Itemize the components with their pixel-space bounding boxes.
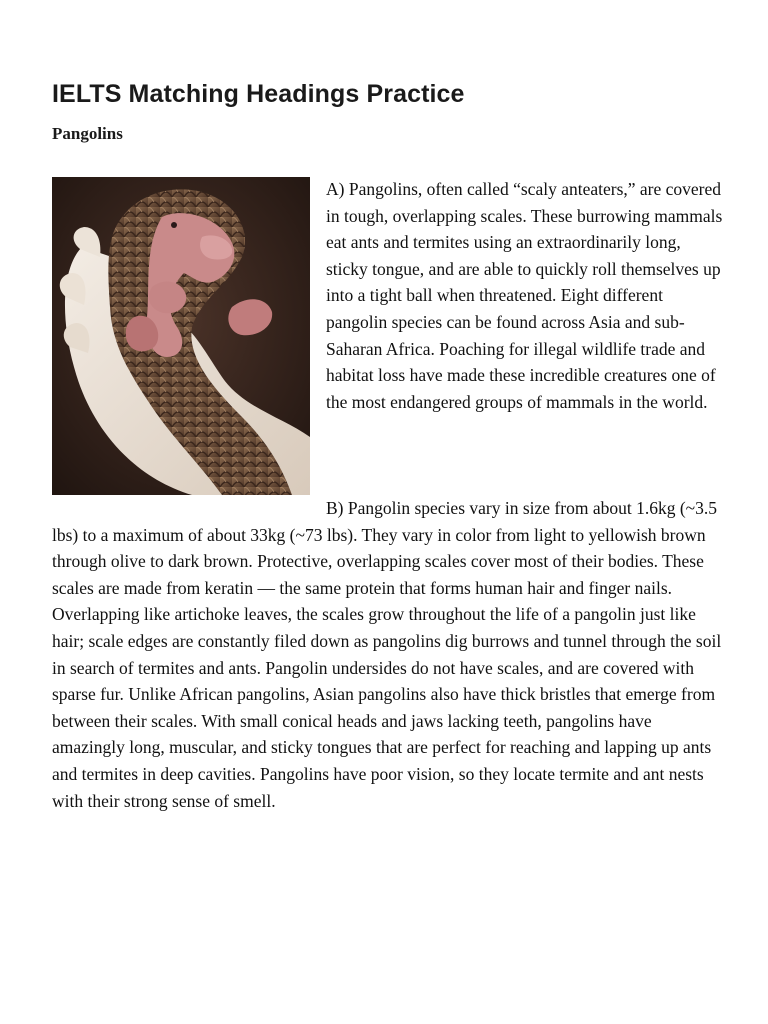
page-title: IELTS Matching Headings Practice <box>52 80 465 108</box>
paragraph-b <box>52 495 728 814</box>
paragraph-a: A) Pangolins, often called “scaly anteaters,” are covered in tough, overlapping scales. These burrowing mammals eat ants and termites using an extraordinarily long, sticky tongue, and are able to quickly roll themselves up into a tight ball when threatened. Eight different pangolin species can be found across Asia and sub-Saharan Africa. Poaching for illegal wildlife trade and habitat loss have made these incredible creatures one of the most endangered groups of mammals in the world. <box>326 179 723 412</box>
pangolin-illustration <box>52 177 310 495</box>
paragraph-b-text: B) Pangolin species vary in size from about 1.6kg (~3.5 lbs) to a maximum of about 33kg (~73 lbs). They vary in color from light to yellowish brown through olive to dark brown. Protective, overlapping scales cover most of their bodies. These scales are made from keratin — the same protein that forms human hair and finger nails. Overlapping like artichoke leaves, the scales grow throughout the life of a pangolin just like hair; scale edges are constantly filed down as pangolins dig burrows and tunnel through the soil in search of termites and ants. Pangolin undersides do not have scales, and are covered with sparse fur. Unlike African pangolins, Asian pangolins also have thick bristles that emerge from between their scales. With small conical heads and jaws lacking teeth, pangolins have amazingly long, muscular, and sticky tongues that are perfect for reaching and lapping up ants and termites in deep cavities. Pangolins have poor vision, so they locate termite and ant nests with their strong sense of smell. <box>52 498 722 811</box>
section-subtitle: Pangolins <box>52 124 123 143</box>
pangolin-photo <box>52 177 310 495</box>
